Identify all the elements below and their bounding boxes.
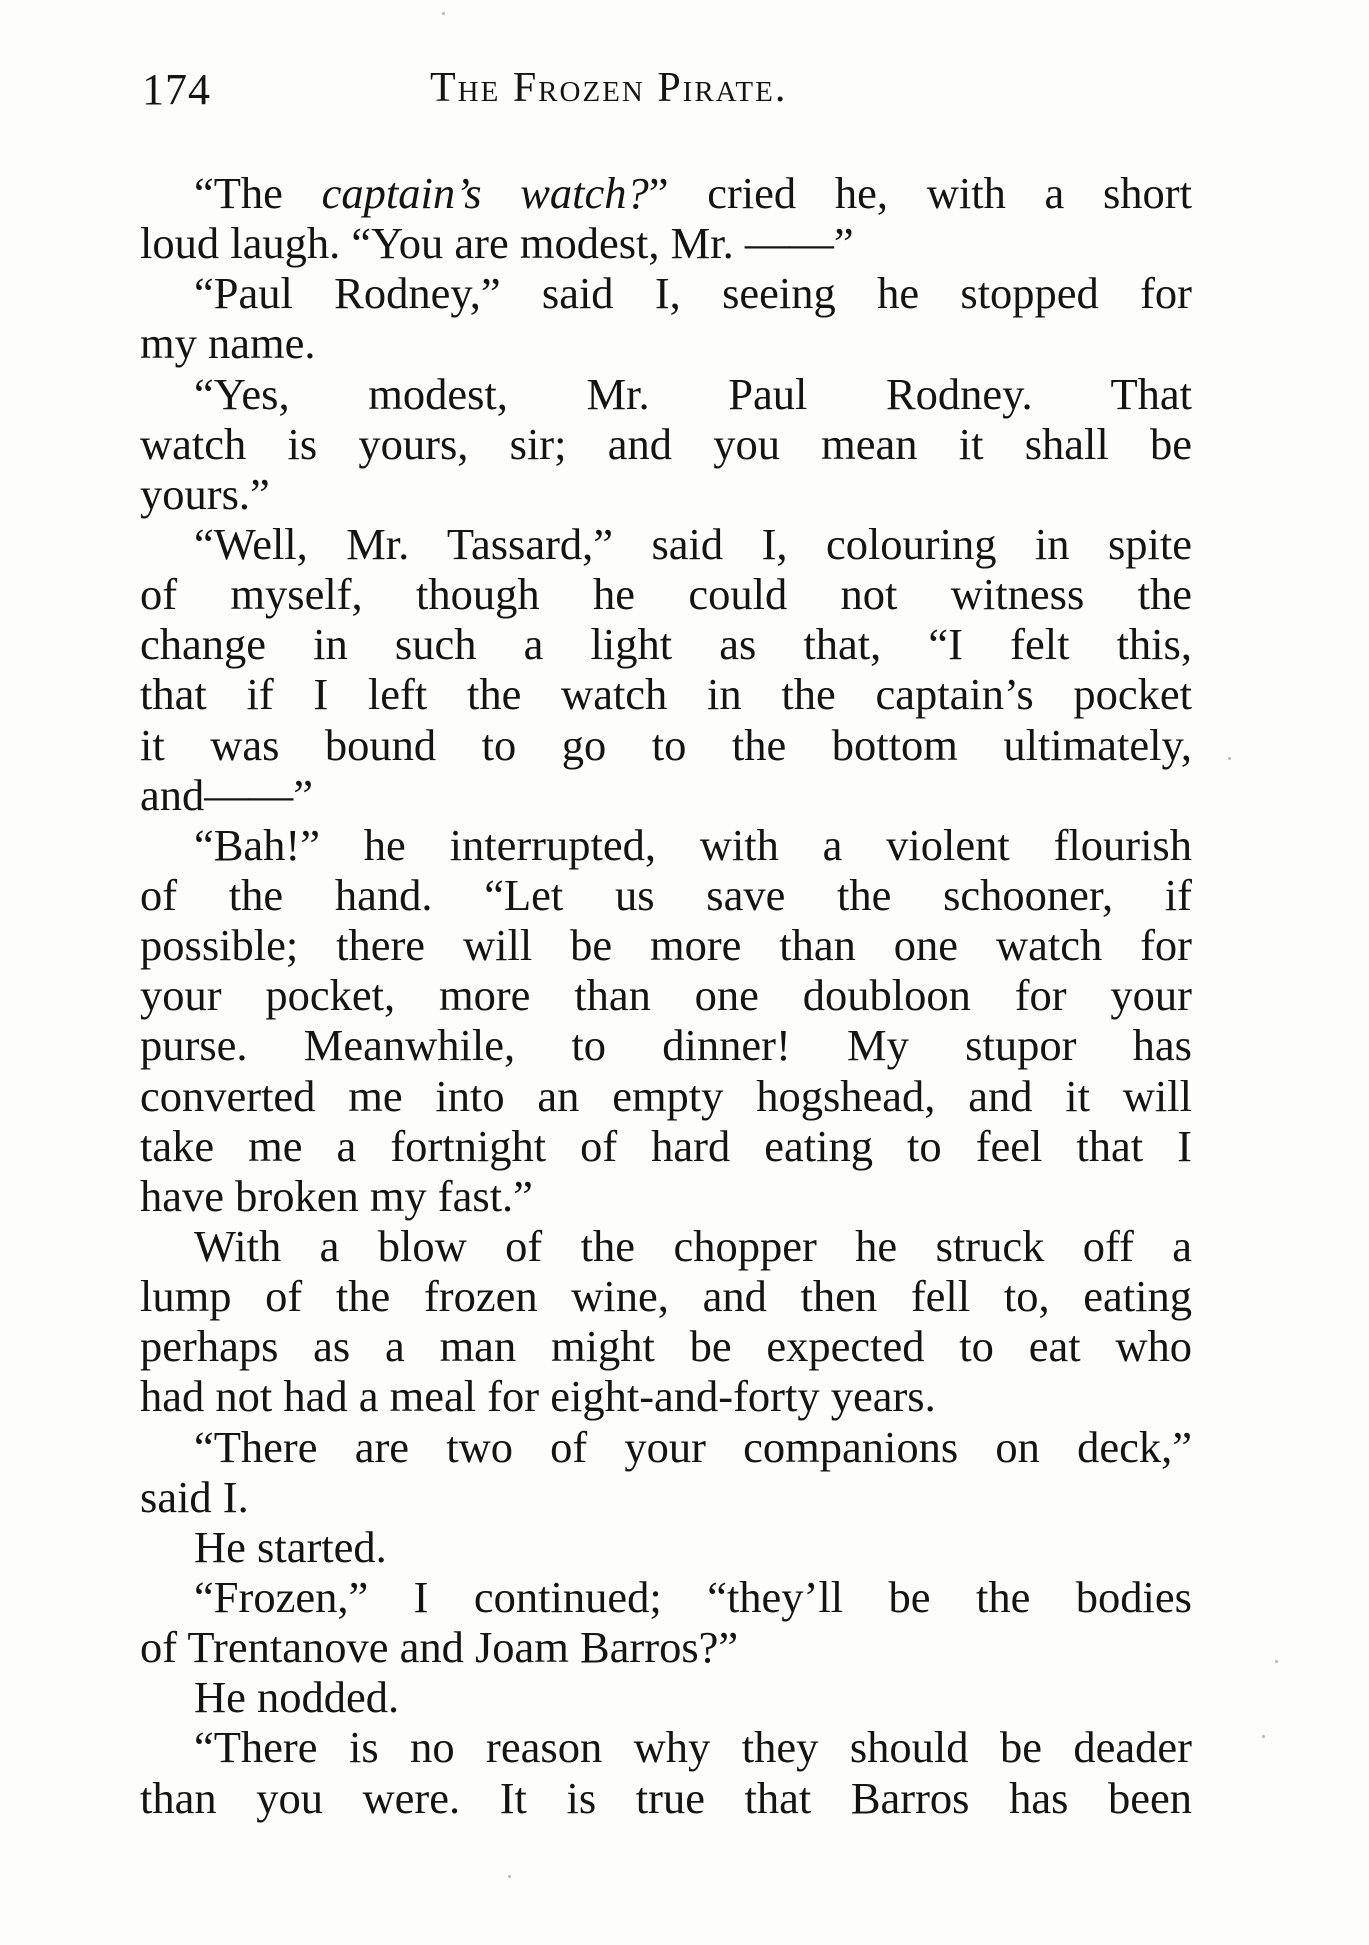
text-line: “The captain’s watch?” cried he, with a short <box>194 168 1192 218</box>
page-header <box>142 64 1190 120</box>
text-line: my name. <box>140 318 316 369</box>
text-line: take me a fortnight of hard eating to feel that I <box>140 1120 1192 1171</box>
text-line: of Trentanove and Joam Barros?” <box>140 1622 739 1673</box>
text-line: “Well, Mr. Tassard,” said I, colouring in spite <box>194 518 1192 569</box>
text-line: loud laugh. “You are modest, Mr. ——” <box>140 218 854 269</box>
text-line: of the hand. “Let us save the schooner, if <box>140 869 1192 920</box>
text-line: your pocket, more than one doubloon for your <box>140 970 1192 1021</box>
text-line: than you were. It is true that Barros has been <box>140 1772 1192 1823</box>
text-line: “There are two of your companions on deck,” <box>194 1421 1192 1472</box>
text-line: change in such a light as that, “I felt this, <box>140 619 1192 670</box>
paper-speck <box>508 1875 511 1878</box>
paper-speck <box>1262 1735 1265 1738</box>
text-line: and——” <box>140 769 314 820</box>
text-line: of myself, though he could not witness the <box>140 569 1192 620</box>
text-line: possible; there will be more than one watch for <box>140 920 1192 971</box>
body-text <box>140 168 1192 1823</box>
text-line: “There is no reason why they should be deader <box>194 1722 1192 1773</box>
paper-speck <box>1275 1660 1278 1663</box>
text-line: said I. <box>140 1471 249 1522</box>
text-line: that if I left the watch in the captain’s pocket <box>140 669 1192 720</box>
text-line: had not had a meal for eight-and-forty years. <box>140 1371 936 1422</box>
text-line: converted me into an empty hogshead, and it will <box>140 1070 1192 1121</box>
text-line: purse. Meanwhile, to dinner! My stupor has <box>140 1020 1192 1071</box>
running-title: The Frozen Pirate. <box>430 65 788 111</box>
text-line: lump of the frozen wine, and then fell to, eating <box>140 1271 1192 1322</box>
page-number: 174 <box>142 65 211 114</box>
paper-speck <box>1228 757 1231 760</box>
text-line: “Yes, modest, Mr. Paul Rodney. That <box>194 368 1192 419</box>
text-line: perhaps as a man might be expected to eat who <box>140 1321 1192 1372</box>
text-line: He nodded. <box>194 1672 400 1723</box>
text-line: He started. <box>194 1521 387 1572</box>
text-line: “Frozen,” I continued; “they’ll be the bodies <box>194 1571 1192 1622</box>
text-line: have broken my fast.” <box>140 1170 533 1221</box>
text-line: it was bound to go to the bottom ultimately, <box>140 719 1192 770</box>
text-line: With a blow of the chopper he struck off a <box>194 1220 1192 1271</box>
text-line: watch is yours, sir; and you mean it shall be <box>140 418 1192 469</box>
text-line: “Paul Rodney,” said I, seeing he stopped for <box>194 268 1192 319</box>
text-line: yours.” <box>140 468 270 519</box>
text-line: “Bah!” he interrupted, with a violent flourish <box>194 819 1192 870</box>
paper-speck <box>442 12 445 15</box>
